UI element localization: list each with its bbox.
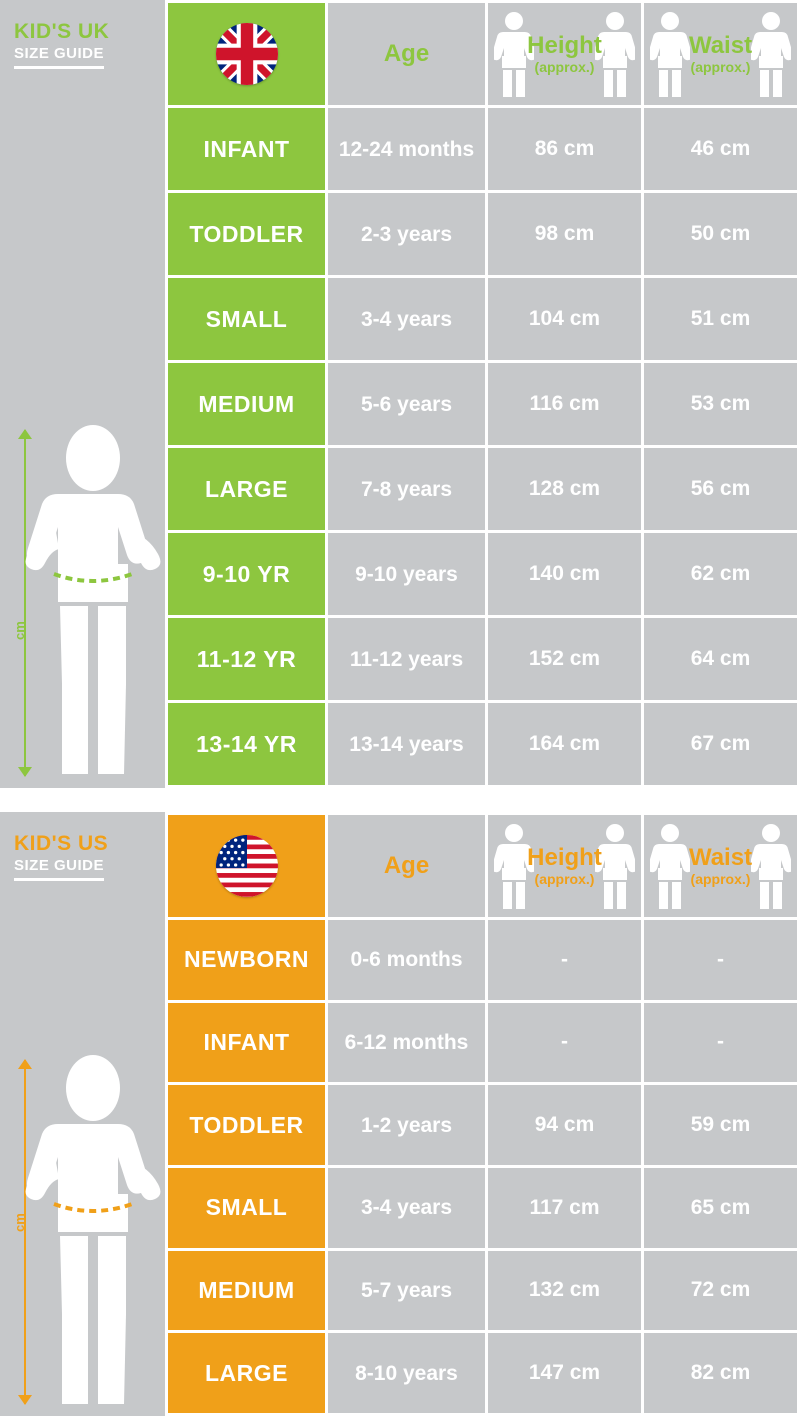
uk-waist-cell: 46 cm <box>644 108 797 190</box>
uk-waist-cell: 50 cm <box>644 193 797 275</box>
us-waist-header-sub: (approx.) <box>690 871 751 887</box>
us-waist-cell: - <box>644 1003 797 1083</box>
uk-brand-box <box>0 0 165 100</box>
table-row <box>168 1085 797 1165</box>
us-height-cell: 132 cm <box>488 1251 641 1331</box>
uk-waist-cell: 53 cm <box>644 363 797 445</box>
uk-height-header-label: Height <box>527 32 602 59</box>
us-height-cell: 117 cm <box>488 1168 641 1248</box>
us-height-cell: 94 cm <box>488 1085 641 1165</box>
uk-flag-icon <box>216 23 278 85</box>
us-table-wrap <box>165 812 800 1416</box>
us-flag-cell <box>168 815 325 917</box>
uk-figure-column <box>0 0 165 788</box>
us-waist-header-label: Waist <box>688 844 753 871</box>
uk-height-cell: 116 cm <box>488 363 641 445</box>
uk-table-header-row <box>168 3 797 105</box>
uk-size-cell: 11-12 YR <box>168 618 325 700</box>
us-age-cell: 8-10 years <box>328 1333 485 1413</box>
table-row <box>168 1251 797 1331</box>
table-row <box>168 1333 797 1413</box>
uk-flag-cell <box>168 3 325 105</box>
uk-brand-title: KID'S UK <box>14 20 110 43</box>
table-row <box>168 278 797 360</box>
uk-age-cell: 2-3 years <box>328 193 485 275</box>
us-table-header-row <box>168 815 797 917</box>
table-row <box>168 448 797 530</box>
us-waist-cell: 59 cm <box>644 1085 797 1165</box>
us-size-cell: NEWBORN <box>168 920 325 1000</box>
uk-size-table <box>165 0 800 788</box>
table-row <box>168 363 797 445</box>
table-row <box>168 618 797 700</box>
us-waist-cell: 72 cm <box>644 1251 797 1331</box>
uk-age-header-label: Age <box>383 40 430 67</box>
uk-height-header-sub: (approx.) <box>534 59 595 75</box>
uk-brand-subtitle: SIZE GUIDE <box>14 44 104 69</box>
uk-waist-cell: 64 cm <box>644 618 797 700</box>
uk-waist-header-label: Waist <box>688 32 753 59</box>
us-age-cell: 3-4 years <box>328 1168 485 1248</box>
us-age-cell: 6-12 months <box>328 1003 485 1083</box>
uk-waist-cell: 67 cm <box>644 703 797 785</box>
table-row <box>168 108 797 190</box>
us-brand-box <box>0 812 165 912</box>
uk-table-wrap <box>165 0 800 788</box>
uk-age-cell: 12-24 months <box>328 108 485 190</box>
us-height-header <box>488 815 641 917</box>
uk-age-cell: 13-14 years <box>328 703 485 785</box>
table-row <box>168 920 797 1000</box>
uk-waist-cell: 56 cm <box>644 448 797 530</box>
us-size-guide-panel <box>0 812 800 1416</box>
uk-waist-header-sub: (approx.) <box>690 59 751 75</box>
us-age-header-label: Age <box>383 852 430 879</box>
us-size-cell: LARGE <box>168 1333 325 1413</box>
us-waist-cell: 82 cm <box>644 1333 797 1413</box>
uk-height-header <box>488 3 641 105</box>
us-waist-header <box>644 815 797 917</box>
us-height-header-label: Height <box>527 844 602 871</box>
uk-size-cell: LARGE <box>168 448 325 530</box>
us-height-header-sub: (approx.) <box>534 871 595 887</box>
us-age-cell: 5-7 years <box>328 1251 485 1331</box>
uk-child-silhouette <box>22 424 164 776</box>
table-row <box>168 703 797 785</box>
uk-age-cell: 11-12 years <box>328 618 485 700</box>
us-flag-icon <box>216 835 278 897</box>
table-row <box>168 1168 797 1248</box>
uk-age-cell: 5-6 years <box>328 363 485 445</box>
us-size-table <box>165 812 800 1416</box>
us-size-cell: SMALL <box>168 1168 325 1248</box>
us-child-silhouette <box>22 1054 164 1406</box>
uk-height-cell: 104 cm <box>488 278 641 360</box>
uk-size-cell: INFANT <box>168 108 325 190</box>
uk-size-cell: MEDIUM <box>168 363 325 445</box>
us-brand-title: KID'S US <box>14 832 109 855</box>
uk-height-cell: 86 cm <box>488 108 641 190</box>
uk-height-cell: 164 cm <box>488 703 641 785</box>
uk-size-cell: SMALL <box>168 278 325 360</box>
uk-height-cell: 98 cm <box>488 193 641 275</box>
uk-size-cell: TODDLER <box>168 193 325 275</box>
us-height-cell: - <box>488 1003 641 1083</box>
us-brand-subtitle: SIZE GUIDE <box>14 856 104 881</box>
us-waist-cell: - <box>644 920 797 1000</box>
us-height-cell: - <box>488 920 641 1000</box>
us-axis-label: cm <box>12 1213 27 1232</box>
uk-age-cell: 3-4 years <box>328 278 485 360</box>
table-row <box>168 533 797 615</box>
uk-height-cell: 128 cm <box>488 448 641 530</box>
uk-axis-label: cm <box>12 621 27 640</box>
uk-waist-cell: 51 cm <box>644 278 797 360</box>
us-size-cell: INFANT <box>168 1003 325 1083</box>
uk-height-cell: 140 cm <box>488 533 641 615</box>
us-figure-column <box>0 812 165 1416</box>
uk-waist-cell: 62 cm <box>644 533 797 615</box>
us-age-cell: 0-6 months <box>328 920 485 1000</box>
us-size-cell: MEDIUM <box>168 1251 325 1331</box>
us-height-cell: 147 cm <box>488 1333 641 1413</box>
us-age-header <box>328 815 485 917</box>
uk-waist-header <box>644 3 797 105</box>
us-waist-cell: 65 cm <box>644 1168 797 1248</box>
table-row <box>168 1003 797 1083</box>
uk-age-cell: 7-8 years <box>328 448 485 530</box>
us-age-cell: 1-2 years <box>328 1085 485 1165</box>
uk-size-cell: 9-10 YR <box>168 533 325 615</box>
panel-divider <box>0 788 800 812</box>
uk-age-header <box>328 3 485 105</box>
uk-size-cell: 13-14 YR <box>168 703 325 785</box>
us-size-cell: TODDLER <box>168 1085 325 1165</box>
uk-age-cell: 9-10 years <box>328 533 485 615</box>
table-row <box>168 193 797 275</box>
uk-height-cell: 152 cm <box>488 618 641 700</box>
